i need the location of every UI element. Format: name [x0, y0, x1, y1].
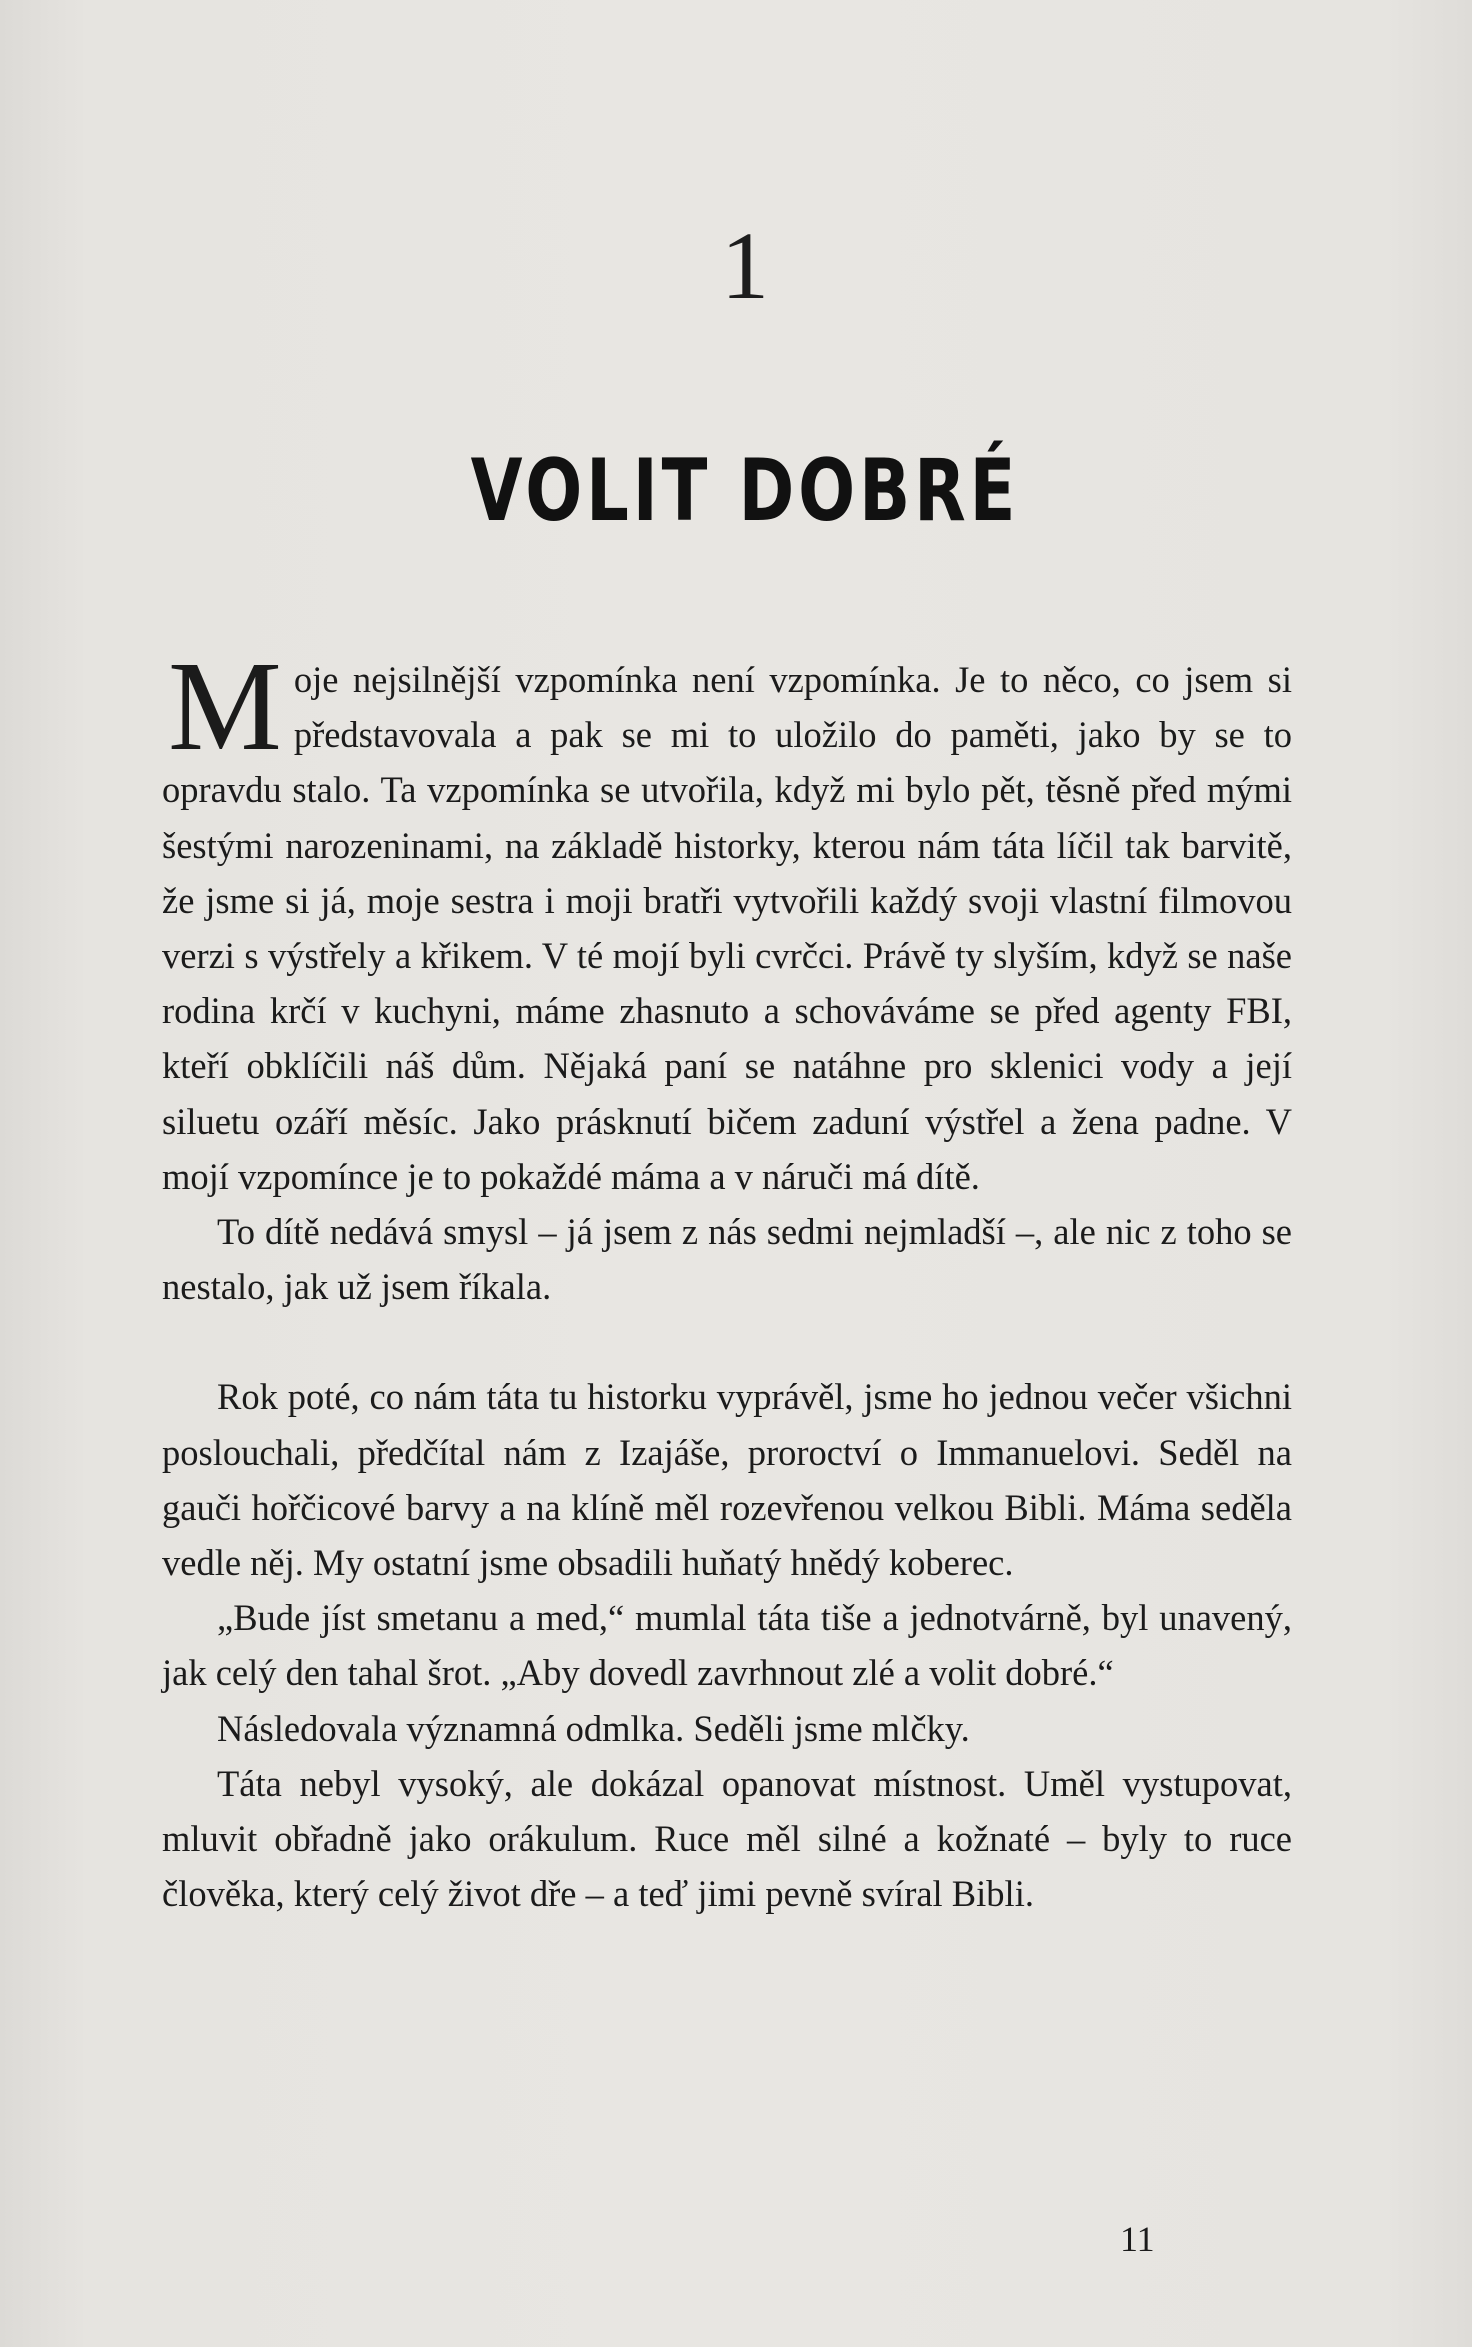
- page-number: 11: [1120, 2219, 1155, 2259]
- paragraph-6: Táta nebyl vysoký, ale dokázal opanovat místnost. Uměl vystupovat, mluvit obřadně jako orákulum. Ruce měl silné a kožnaté – byly to ruce člověka, který celý život dře – a teď jimi pevně svíral Bibli.: [162, 1762, 1292, 1915]
- paragraph-3: Rok poté, co nám táta tu historku vyprávěl, jsme ho jednou večer všichni poslouchali, předčítal nám z Izajáše, proroctví o Immanuelovi. Seděl na gauči hořčicové barvy a na klíně měl rozevřenou velkou Bibli. Máma seděla vedle něj. My ostatní jsme obsadili huňatý hnědý koberec.: [162, 1376, 1292, 1584]
- paragraph-1: [162, 635, 1292, 1204]
- chapter-body: [162, 635, 1292, 1921]
- chapter-number: 1: [721, 212, 769, 319]
- paragraph-1-text: oje nejsilnější vzpomínka není vzpomínka. Je to něco, co jsem si představovala a pak se mi to uložilo do paměti, jako by se to opravdu stalo. Ta vzpomínka se utvořila, když mi bylo pět, těsně před mými šestými narozeninami, na základě historky, kterou nám táta líčil tak barvitě, že jsme si já, moje sestra i moji bratři vytvořili každý svoji vlastní filmovou verzi s výstřely a křikem. V té mojí byli cvrčci. Právě ty slyším, když se naše rodina krčí v kuchyni, máme zhasnuto a schováváme se před agenty FBI, kteří obklíčili náš dům. Nějaká paní se natáhne pro sklenici vody a její siluetu ozáří měsíc. Jako prásknutí bičem zaduní výstřel a žena padne. V mojí vzpomínce je to pokaždé máma a v náruči má dítě.: [162, 659, 1292, 1197]
- section-break: [162, 1314, 1292, 1369]
- chapter-title: VOLIT DOBRÉ: [470, 441, 1020, 541]
- drop-cap: M: [168, 635, 282, 777]
- paragraph-4: „Bude jíst smetanu a med,“ mumlal táta tiše a jednotvárně, byl unavený, jak celý den tahal šrot. „Aby dovedl zavrhnout zlé a volit dobré.“: [162, 1597, 1292, 1694]
- paragraph-5: Následovala významná odmlka. Seděli jsme mlčky.: [217, 1707, 970, 1749]
- paragraph-2: To dítě nedává smysl – já jsem z nás sedmi nejmladší –, ale nic z toho se nestalo, jak už jsem říkala.: [162, 1211, 1292, 1308]
